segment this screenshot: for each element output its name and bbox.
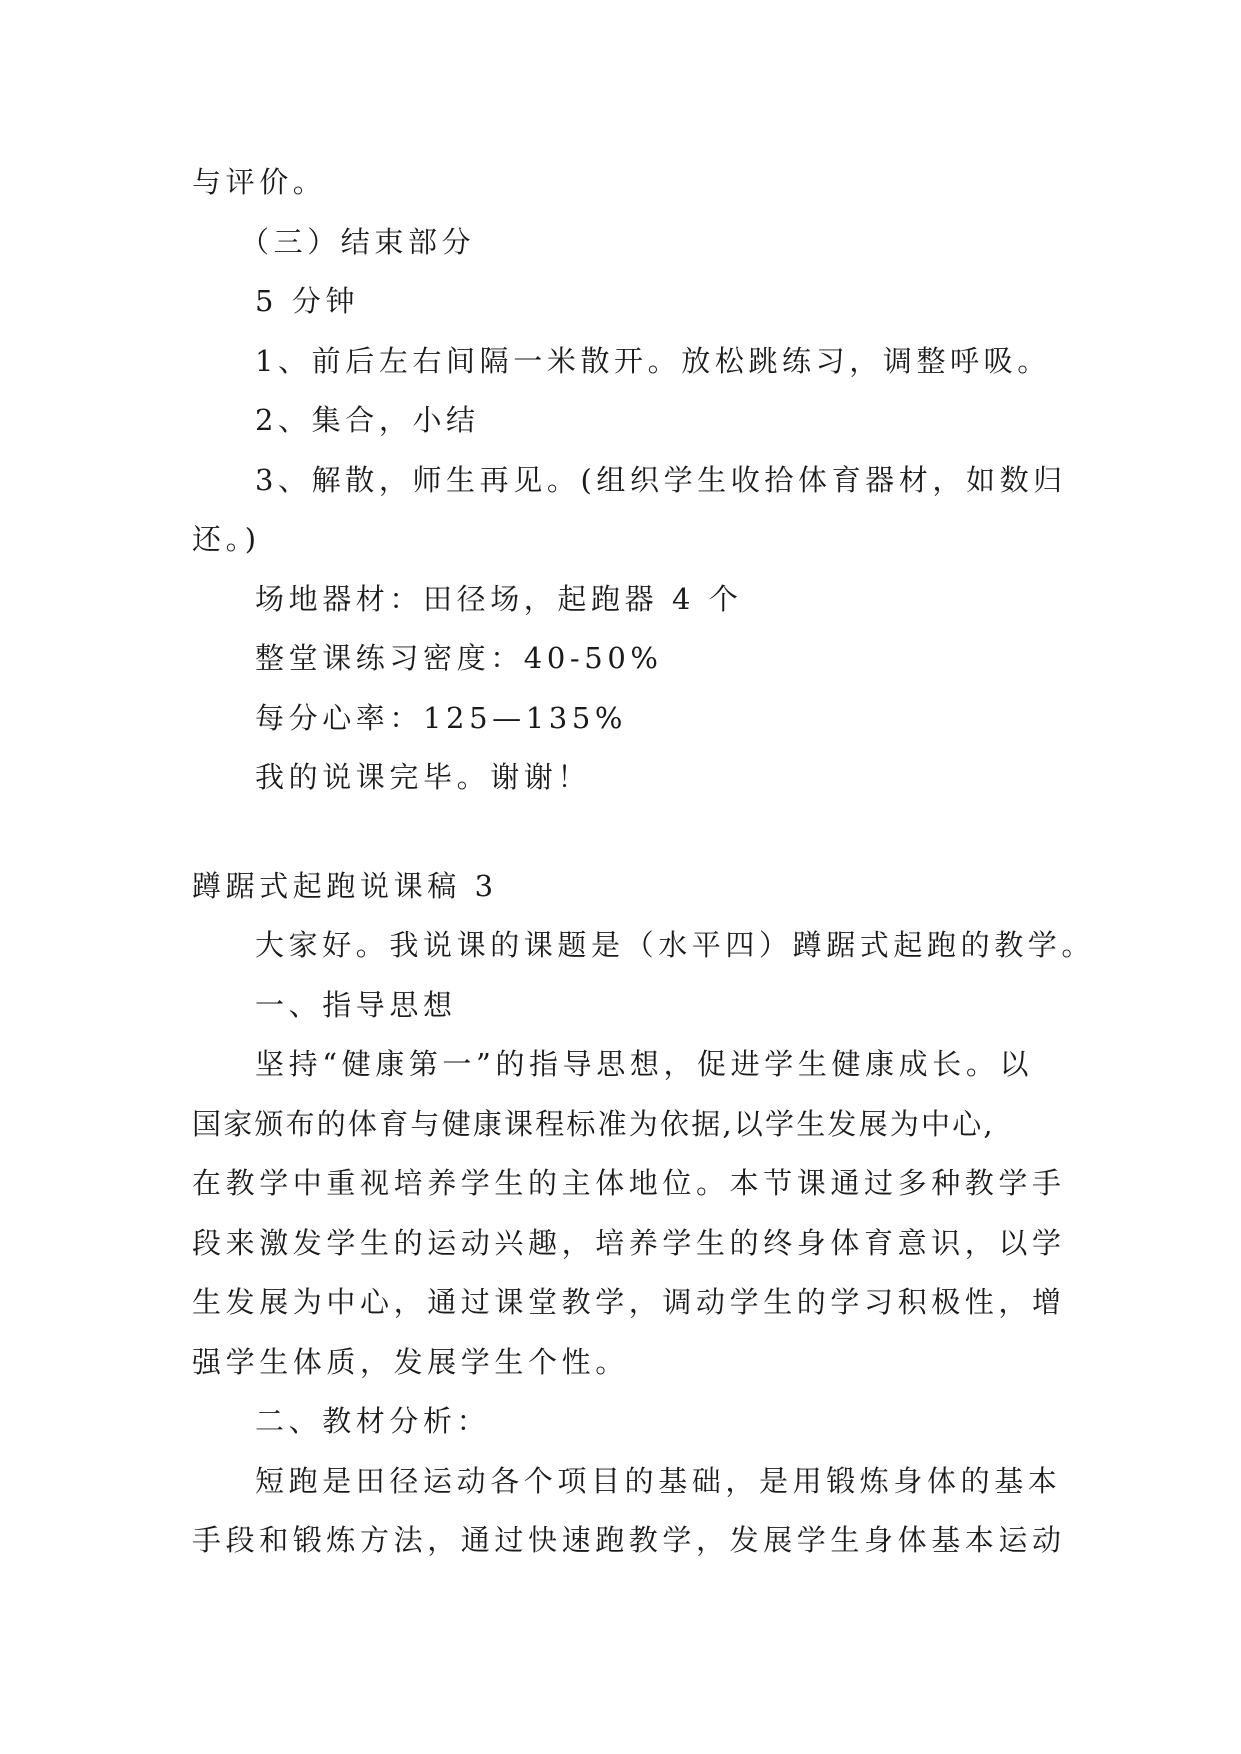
paragraph-line: 坚持“健康第一”的指导思想，促进学生健康成长。以 [255, 1047, 1034, 1081]
paragraph-line: 大家好。我说课的课题是（水平四）蹲踞式起跑的教学。 [255, 928, 1096, 962]
paragraph-line: 还。) [192, 522, 261, 556]
paragraph-line: 在教学中重视培养学生的主体地位。本节课通过多种教学手 [192, 1166, 1066, 1200]
list-item: 1、前后左右间隔一米散开。放松跳练习，调整呼吸。 [255, 344, 1051, 378]
list-item: 3、解散，师生再见。(组织学生收拾体育器材，如数归 [255, 463, 1067, 497]
list-item: 2、集合，小结 [255, 403, 480, 437]
paragraph-line: 段来激发学生的运动兴趣，培养学生的终身体育意识，以学 [192, 1226, 1066, 1260]
paragraph-line: 短跑是田径运动各个项目的基础，是用锻炼身体的基本 [255, 1464, 1062, 1498]
section-heading: 一、指导思想 [255, 988, 457, 1022]
paragraph-line: 生发展为中心，通过课堂教学，调动学生的学习积极性，增 [192, 1285, 1066, 1319]
section-heading: （三）结束部分 [240, 225, 476, 259]
paragraph-line: 手段和锻炼方法，通过快速跑教学，发展学生身体基本运动 [192, 1523, 1066, 1557]
section-heading: 二、教材分析： [255, 1404, 491, 1438]
paragraph-line: 国家颁布的体育与健康课程标准为依据,以学生发展为中心, [192, 1107, 995, 1141]
paragraph-line: 我的说课完毕。谢谢！ [255, 760, 592, 794]
paragraph-line: 整堂课练习密度：40-50% [255, 641, 663, 675]
paragraph-line: 每分心率：125—135% [255, 701, 628, 735]
paragraph-line: 强学生体质，发展学生个性。 [192, 1345, 629, 1379]
paragraph-line: 与评价。 [192, 165, 327, 199]
paragraph-line: 场地器材：田径场，起跑器 4 个 [255, 582, 743, 616]
document-title: 蹲踞式起跑说课稿 3 [192, 869, 498, 903]
paragraph-line: 5 分钟 [255, 284, 360, 318]
